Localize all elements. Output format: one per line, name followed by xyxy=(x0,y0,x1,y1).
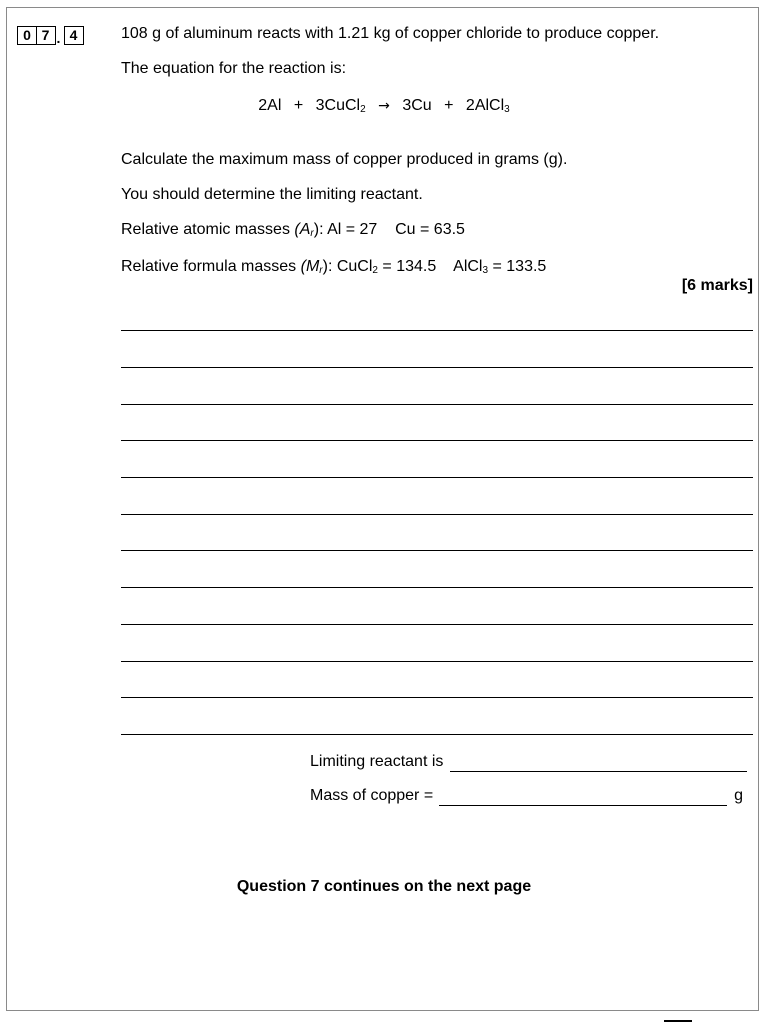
atomic-masses-subscript: r xyxy=(310,228,314,239)
formula-masses-cucl: : CuCl xyxy=(327,258,373,275)
answer-line[interactable] xyxy=(121,404,753,405)
continues-note: Question 7 continues on the next page xyxy=(236,878,532,895)
marks-label: [6 marks] xyxy=(681,277,753,294)
answer-line[interactable] xyxy=(121,587,753,588)
question-number-digit: 0 xyxy=(17,26,37,45)
formula-masses-subscript: 3 xyxy=(482,265,489,276)
relative-formula-masses xyxy=(121,257,546,277)
turn-over-mark xyxy=(664,1020,692,1022)
question-number xyxy=(17,25,84,45)
equation-subscript: 3 xyxy=(504,104,510,115)
equation-coefficient: 3 xyxy=(315,97,325,114)
equation-coefficient: 3 xyxy=(402,97,412,114)
answer-line[interactable] xyxy=(121,697,753,698)
equation-species: CuCl xyxy=(324,97,361,114)
formula-masses-subscript: r xyxy=(319,265,323,276)
question-hint: You should determine the limiting reactant. xyxy=(121,186,423,203)
equation-species: Al xyxy=(267,97,282,114)
question-number-digit: 7 xyxy=(36,26,56,45)
relative-atomic-masses xyxy=(121,220,465,240)
equation-plus: + xyxy=(293,97,304,114)
answer-line[interactable] xyxy=(121,661,753,662)
formula-masses-label: Relative formula masses xyxy=(121,258,301,275)
equation-species: Cu xyxy=(411,97,432,114)
atomic-masses-symbol-end: ) xyxy=(313,221,320,238)
formula-masses-symbol: (M xyxy=(300,258,320,275)
limiting-reactant-blank[interactable] xyxy=(450,753,747,772)
answer-line[interactable] xyxy=(121,367,753,368)
question-intro: 108 g of aluminum reacts with 1.21 kg of copper chloride to produce copper. xyxy=(121,25,660,42)
answer-line[interactable] xyxy=(121,440,753,441)
atomic-masses-symbol: (A xyxy=(294,221,311,238)
mass-unit: g xyxy=(734,787,744,804)
equation-arrow: → xyxy=(378,98,390,114)
question-number-separator: . xyxy=(56,30,61,46)
mass-of-copper-row xyxy=(310,786,743,806)
answer-line[interactable] xyxy=(121,734,753,735)
question-number-digit: 4 xyxy=(64,26,84,45)
mass-of-copper-blank[interactable] xyxy=(439,787,727,806)
equation-plus: + xyxy=(444,97,454,114)
chemical-equation xyxy=(0,96,768,116)
formula-masses-alcl-value: = 133.5 xyxy=(488,258,547,275)
limiting-reactant-row xyxy=(310,752,747,772)
equation-label: The equation for the reaction is: xyxy=(121,60,347,77)
question-instruction: Calculate the maximum mass of copper produced in grams (g). xyxy=(121,151,568,168)
answer-line[interactable] xyxy=(121,330,753,331)
formula-masses-values: = 134.5 AlCl xyxy=(377,258,483,275)
answer-line[interactable] xyxy=(121,514,753,515)
atomic-masses-label: Relative atomic masses xyxy=(121,221,295,238)
equation-subscript: 2 xyxy=(360,104,366,115)
equation-coefficient: 2 xyxy=(258,97,268,114)
answer-line[interactable] xyxy=(121,477,753,478)
atomic-masses-values: : Al = 27 Cu = 63.5 xyxy=(319,221,465,238)
formula-masses-subscript: 2 xyxy=(372,265,378,276)
answer-line[interactable] xyxy=(121,624,753,625)
equation-species: AlCl xyxy=(474,97,505,114)
limiting-reactant-label: Limiting reactant is xyxy=(310,753,444,770)
equation-coefficient: 2 xyxy=(465,97,475,114)
answer-line[interactable] xyxy=(121,550,753,551)
formula-masses-symbol-end: ) xyxy=(322,258,328,275)
mass-of-copper-label: Mass of copper = xyxy=(310,787,434,804)
